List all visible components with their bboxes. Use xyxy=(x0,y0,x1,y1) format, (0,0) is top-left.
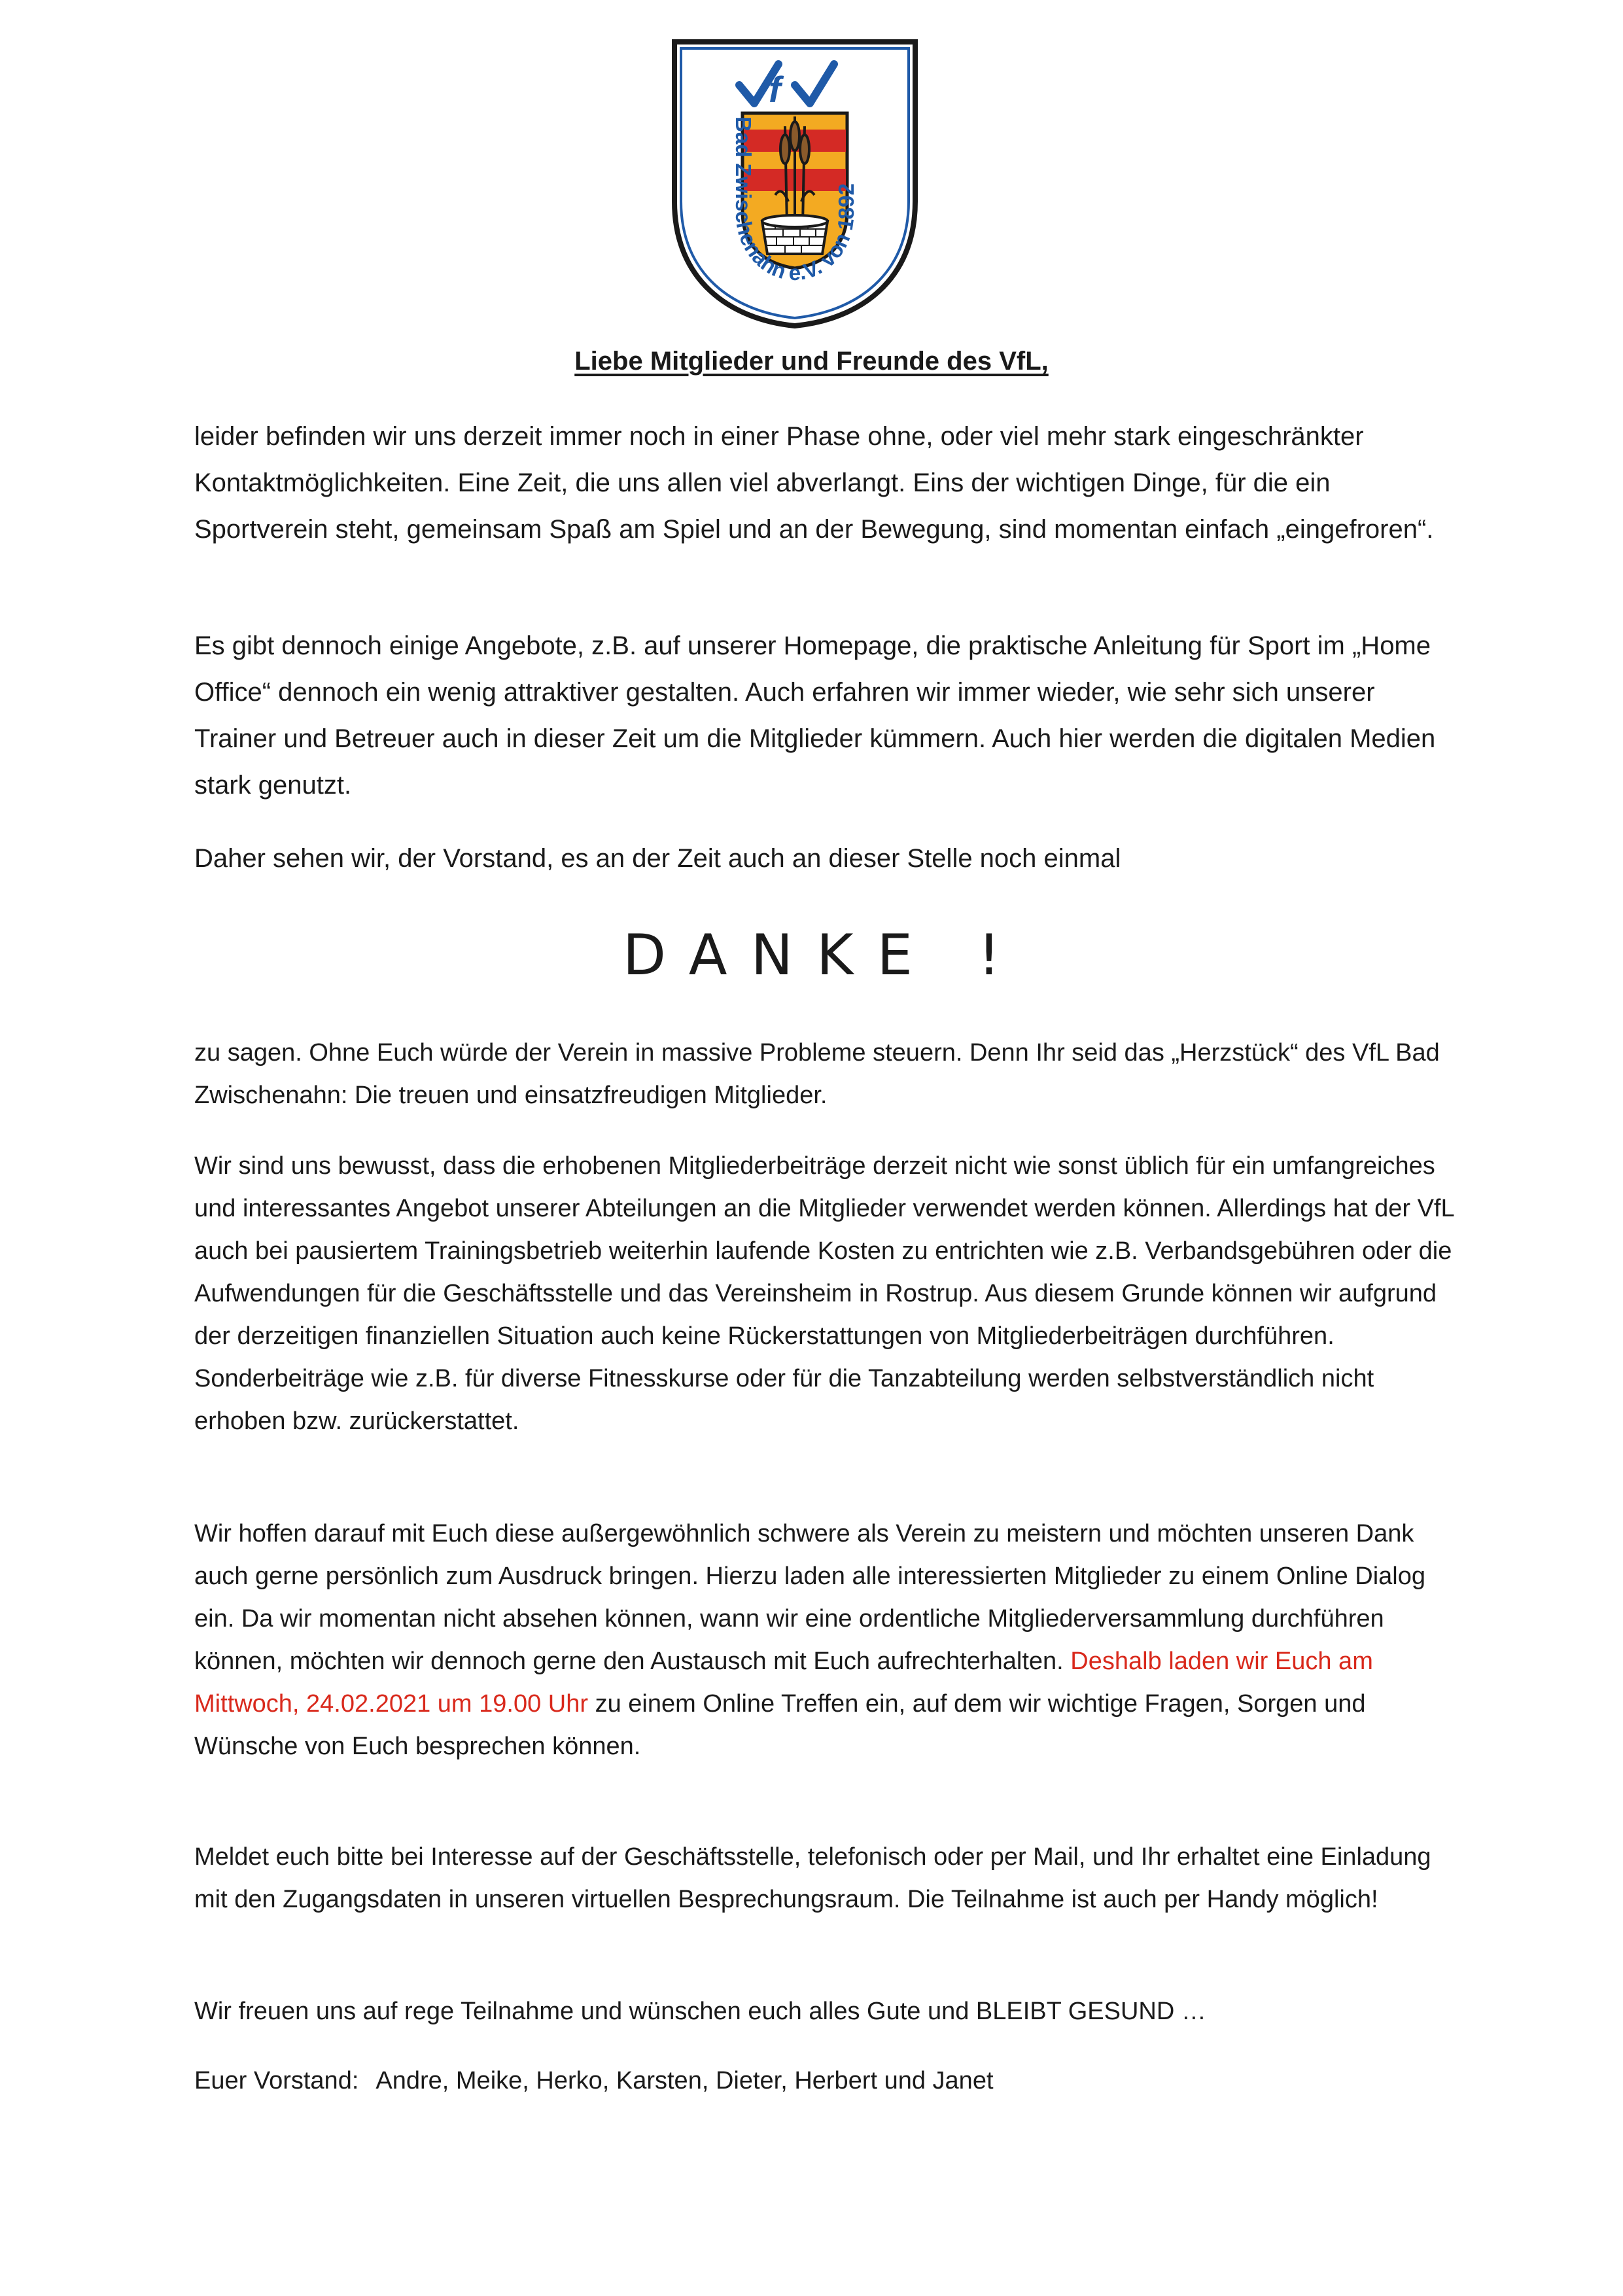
meeting-date-highlight: Deshalb laden wir Euch am Mittwoch, 24.02.2021 um 19.00 Uhr xyxy=(194,1648,1373,1718)
paragraph-intro: leider befinden wir uns derzeit immer noch in einer Phase ohne, oder viel mehr stark eingeschränkter Kontaktmöglichkeiten. Eine Zeit, die uns allen viel abverlangt. Eins der wichtigen Dinge, für die ein Sportverein steht, gemeinsam Spaß am Spiel und an der Bewegung, sind momentan einfach „eingefroren“. xyxy=(194,422,1434,544)
paragraph-closing: Wir freuen uns auf rege Teilnahme und wünschen euch alles Gute und BLEIBT GESUND … xyxy=(194,1998,1206,2025)
online-dialog-text: Wir hoffen darauf mit Euch diese außergewöhnlich schwere als Verein zu meistern und möchten unseren Dank auch gerne persönlich zum Ausdruck bringen. Hierzu laden alle interessierten Mitglieder zu einem Online Dialog ein. Da wir momentan nicht absehen können, wann wir eine ordentliche Mitgliederversammlung durchführen können, möchten wir dennoch gerne den Austausch mit Euch aufrechterhalten. xyxy=(194,1520,1426,1675)
paragraph-fees: Wir sind uns bewusst, dass die erhobenen Mitgliederbeiträge derzeit nicht wie sonst üblich für ein umfangreiches und interessantes Angebot unserer Abteilungen an die Mitglieder verwendet werden können. Allerdings hat der VfL auch bei pausiertem Trainingsbetrieb weiterhin laufende Kosten zu entrichten wie z.B. Verbandsgebühren oder die Aufwendungen für die Geschäftsstelle und das Vereinsheim in Rostrup. Aus diesem Grunde können wir aufgrund der derzeitigen finanziellen Situation auch keine Rückerstattungen von Mitgliederbeiträgen durchführen. Sonderbeiträge wie z.B. für diverse Fitnesskurse oder für die Tanzabteilung werden selbstverständlich nicht erhoben bzw. zurückerstattet. xyxy=(194,1152,1454,1435)
paragraph-thanks-lead: Daher sehen wir, der Vorstand, es an der Zeit auch an dieser Stelle noch einmal xyxy=(194,844,1121,873)
vfl-crest-logo xyxy=(671,38,919,330)
paragraph-offers: Es gibt dennoch einige Angebote, z.B. auf unserer Homepage, die praktische Anleitung für Sport im „Home Office“ dennoch ein wenig attraktiver gestalten. Auch erfahren wir immer wieder, wie sehr sich unserer Trainer und Betreuer auch in dieser Zeit um die Mitglieder kümmern. Auch hier werden die digitalen Medien stark genutzt. xyxy=(194,631,1436,800)
letter-heading: Liebe Mitglieder und Freunde des VfL, xyxy=(574,347,1049,376)
crest-ring-text: Bad Zwischenahn e.V. von 1892 xyxy=(731,116,859,285)
well-icon xyxy=(762,215,828,254)
signature-label: Euer Vorstand: xyxy=(194,2067,359,2094)
signature xyxy=(194,2060,1463,2102)
paragraph-members: zu sagen. Ohne Euch würde der Verein in massive Probleme steuern. Denn Ihr seid das „Herzstück“ des VfL Bad Zwischenahn: Die treuen und einsatzfreudigen Mitglieder. xyxy=(194,1039,1440,1109)
paragraph-registration: Meldet euch bitte bei Interesse auf der Geschäftsstelle, telefonisch oder per Mail, und Ihr erhaltet eine Einladung mit den Zugangsdaten in unseren virtuellen Besprechungsraum. Die Teilnahme ist auch per Handy möglich! xyxy=(194,1843,1431,1913)
svg-text:f: f xyxy=(769,69,781,110)
signature-names: Andre, Meike, Herko, Karsten, Dieter, Herbert und Janet xyxy=(375,2067,994,2094)
paragraph-online-dialog xyxy=(194,1513,1463,1768)
danke-headline: DANKE ! xyxy=(622,923,1024,988)
online-dialog-text-end: zu einem Online Treffen ein, auf dem wir wichtige Fragen, Sorgen und Wünsche von Euch besprechen können. xyxy=(194,1690,1366,1760)
